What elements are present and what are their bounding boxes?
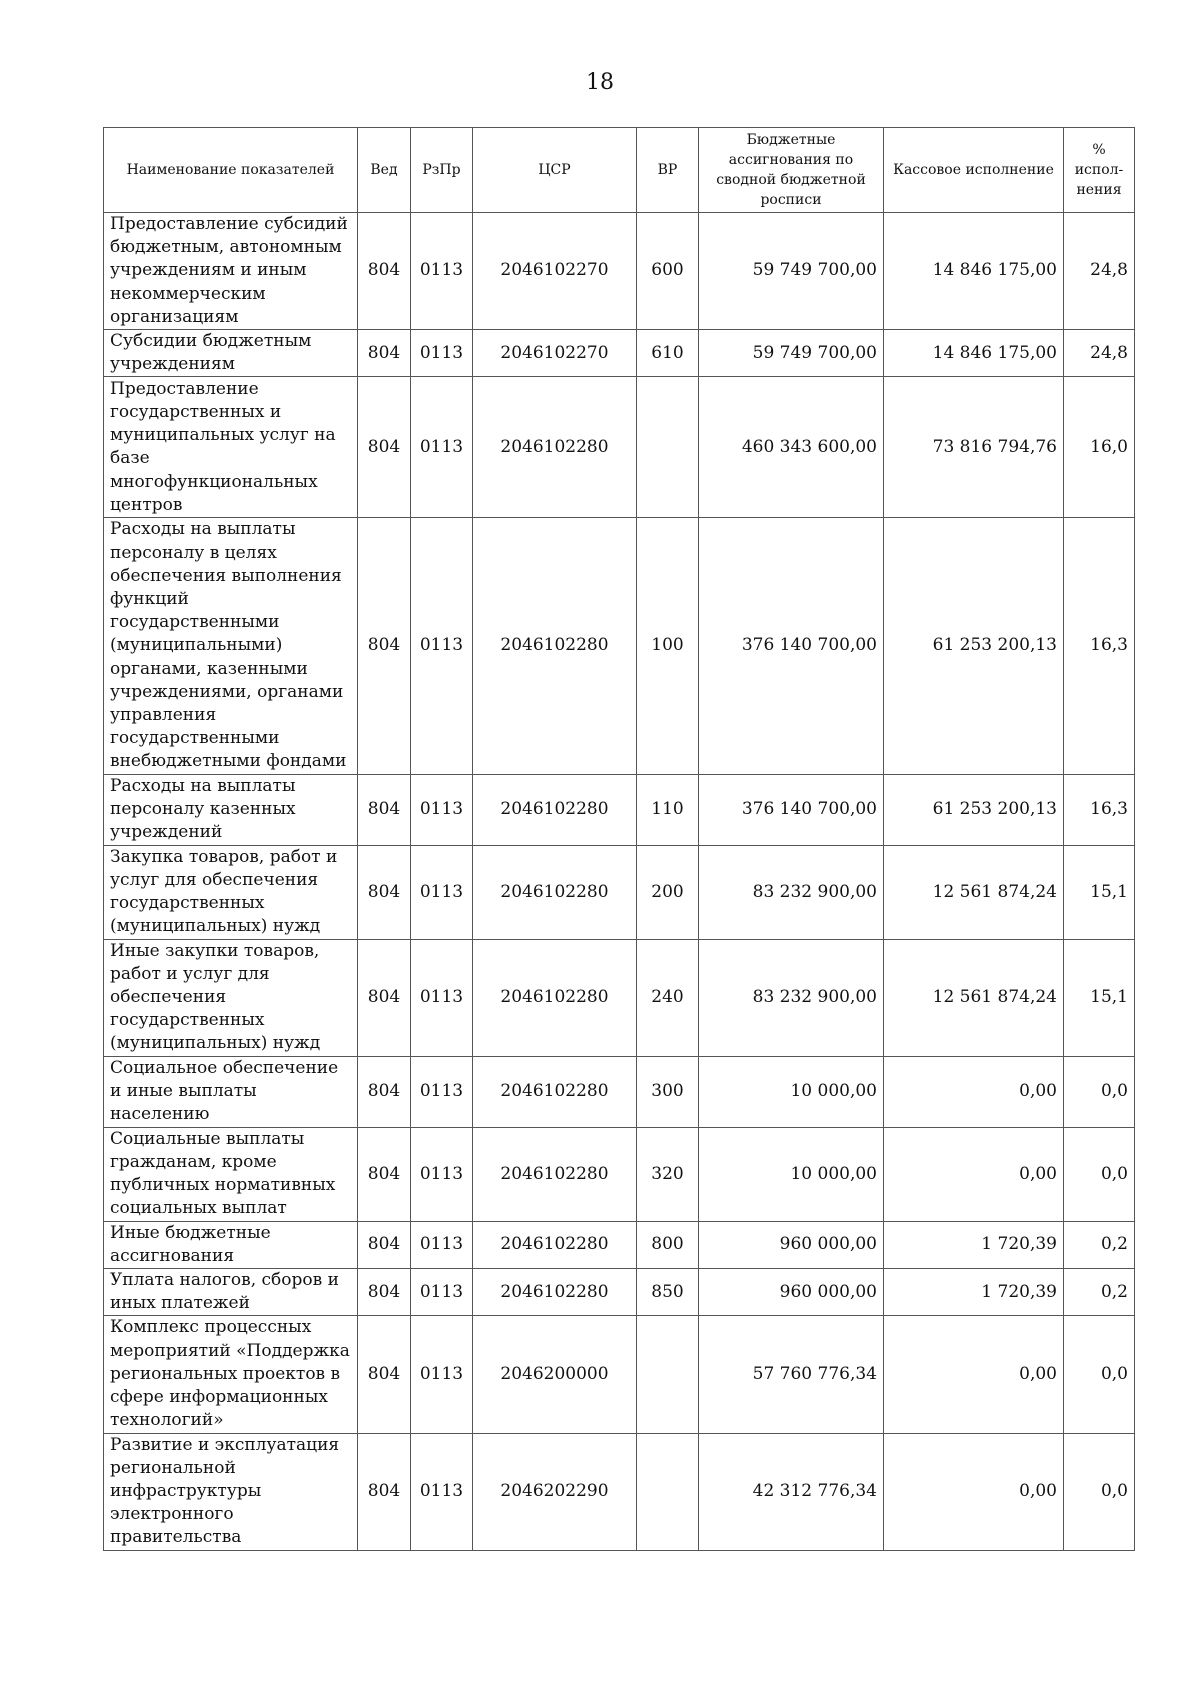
- row-name: Расходы на выплаты персоналу в целях обеспечения выполнения функций государственными (муниципальными) органами, казенными учреждениями, органами управления государственными внебюджетными фондами: [104, 518, 358, 774]
- row-csr: 2046102280: [473, 939, 637, 1056]
- row-name: Иные бюджетные ассигнования: [104, 1221, 358, 1268]
- row-percent: 24,8: [1064, 330, 1135, 377]
- row-assigned: 960 000,00: [699, 1221, 884, 1268]
- row-ved: 804: [358, 1221, 411, 1268]
- row-csr: 2046102280: [473, 1056, 637, 1127]
- row-ved: 804: [358, 1056, 411, 1127]
- row-csr: 2046102280: [473, 1127, 637, 1221]
- table-row: [104, 1127, 1135, 1221]
- row-cash: 0,00: [884, 1127, 1064, 1221]
- row-csr: 2046102270: [473, 330, 637, 377]
- row-cash: 14 846 175,00: [884, 213, 1064, 330]
- row-vr: 320: [637, 1127, 699, 1221]
- row-percent: 16,0: [1064, 377, 1135, 518]
- row-rzpr: 0113: [411, 845, 473, 939]
- row-ved: 804: [358, 330, 411, 377]
- row-ved: 804: [358, 1316, 411, 1433]
- row-assigned: 376 140 700,00: [699, 518, 884, 774]
- table-row: [104, 330, 1135, 377]
- row-assigned: 59 749 700,00: [699, 213, 884, 330]
- table-header-row: [104, 128, 1135, 213]
- row-name: Расходы на выплаты персоналу казенных учреждений: [104, 774, 358, 845]
- row-vr: [637, 377, 699, 518]
- row-assigned: 10 000,00: [699, 1127, 884, 1221]
- row-rzpr: 0113: [411, 330, 473, 377]
- row-percent: 0,0: [1064, 1433, 1135, 1550]
- row-cash: 0,00: [884, 1433, 1064, 1550]
- row-assigned: 10 000,00: [699, 1056, 884, 1127]
- row-csr: 2046102280: [473, 845, 637, 939]
- row-name: Развитие и эксплуатация региональной инфраструктуры электронного правительства: [104, 1433, 358, 1550]
- row-percent: 16,3: [1064, 774, 1135, 845]
- row-name: Иные закупки товаров, работ и услуг для обеспечения государственных (муниципальных) нужд: [104, 939, 358, 1056]
- table-row: [104, 518, 1135, 774]
- row-ved: 804: [358, 1127, 411, 1221]
- row-vr: 300: [637, 1056, 699, 1127]
- row-ved: 804: [358, 1269, 411, 1316]
- page-number: 18: [586, 70, 614, 95]
- table-row: [104, 845, 1135, 939]
- row-cash: 1 720,39: [884, 1269, 1064, 1316]
- row-name: Социальные выплаты гражданам, кроме публичных нормативных социальных выплат: [104, 1127, 358, 1221]
- row-rzpr: 0113: [411, 939, 473, 1056]
- row-rzpr: 0113: [411, 518, 473, 774]
- row-cash: 0,00: [884, 1056, 1064, 1127]
- table-row: [104, 1316, 1135, 1433]
- row-assigned: 83 232 900,00: [699, 939, 884, 1056]
- row-ved: 804: [358, 939, 411, 1056]
- row-assigned: 376 140 700,00: [699, 774, 884, 845]
- header-cash: Кассовое исполнение: [884, 128, 1064, 213]
- row-vr: 610: [637, 330, 699, 377]
- row-csr: 2046102280: [473, 518, 637, 774]
- row-rzpr: 0113: [411, 1269, 473, 1316]
- row-rzpr: 0113: [411, 1433, 473, 1550]
- row-csr: 2046202290: [473, 1433, 637, 1550]
- row-ved: 804: [358, 845, 411, 939]
- row-name: Предоставление государственных и муниципальных услуг на базе многофункциональных центров: [104, 377, 358, 518]
- row-rzpr: 0113: [411, 377, 473, 518]
- row-vr: 110: [637, 774, 699, 845]
- row-percent: 0,0: [1064, 1056, 1135, 1127]
- row-ved: 804: [358, 518, 411, 774]
- row-cash: 12 561 874,24: [884, 845, 1064, 939]
- table-row: [104, 377, 1135, 518]
- row-vr: 100: [637, 518, 699, 774]
- row-name: Уплата налогов, сборов и иных платежей: [104, 1269, 358, 1316]
- row-csr: 2046102280: [473, 774, 637, 845]
- table-row: [104, 1433, 1135, 1550]
- row-vr: 240: [637, 939, 699, 1056]
- row-csr: 2046102270: [473, 213, 637, 330]
- row-cash: 12 561 874,24: [884, 939, 1064, 1056]
- row-rzpr: 0113: [411, 1127, 473, 1221]
- row-percent: 24,8: [1064, 213, 1135, 330]
- row-name: Предоставление субсидий бюджетным, автономным учреждениям и иным некоммерческим организациям: [104, 213, 358, 330]
- row-vr: 600: [637, 213, 699, 330]
- row-assigned: 460 343 600,00: [699, 377, 884, 518]
- row-assigned: 57 760 776,34: [699, 1316, 884, 1433]
- row-vr: 850: [637, 1269, 699, 1316]
- row-assigned: 960 000,00: [699, 1269, 884, 1316]
- row-vr: 800: [637, 1221, 699, 1268]
- header-ved: Вед: [358, 128, 411, 213]
- row-percent: 15,1: [1064, 939, 1135, 1056]
- row-cash: 1 720,39: [884, 1221, 1064, 1268]
- row-ved: 804: [358, 1433, 411, 1550]
- row-percent: 16,3: [1064, 518, 1135, 774]
- row-cash: 61 253 200,13: [884, 774, 1064, 845]
- row-name: Социальное обеспечение и иные выплаты населению: [104, 1056, 358, 1127]
- row-cash: 14 846 175,00: [884, 330, 1064, 377]
- header-vr: ВР: [637, 128, 699, 213]
- row-percent: 0,0: [1064, 1127, 1135, 1221]
- row-assigned: 83 232 900,00: [699, 845, 884, 939]
- header-csr: ЦСР: [473, 128, 637, 213]
- row-ved: 804: [358, 774, 411, 845]
- row-rzpr: 0113: [411, 774, 473, 845]
- row-rzpr: 0113: [411, 1316, 473, 1433]
- table-row: [104, 1221, 1135, 1268]
- header-assigned: Бюджетные ассигнования по сводной бюджетной росписи: [699, 128, 884, 213]
- row-vr: 200: [637, 845, 699, 939]
- row-percent: 0,2: [1064, 1221, 1135, 1268]
- row-csr: 2046102280: [473, 1221, 637, 1268]
- row-assigned: 42 312 776,34: [699, 1433, 884, 1550]
- row-vr: [637, 1433, 699, 1550]
- row-name: Субсидии бюджетным учреждениям: [104, 330, 358, 377]
- table-row: [104, 939, 1135, 1056]
- row-csr: 2046102280: [473, 1269, 637, 1316]
- row-cash: 73 816 794,76: [884, 377, 1064, 518]
- row-rzpr: 0113: [411, 1221, 473, 1268]
- header-name: Наименование показателей: [104, 128, 358, 213]
- header-rzpr: РзПр: [411, 128, 473, 213]
- table-row: [104, 1056, 1135, 1127]
- row-ved: 804: [358, 213, 411, 330]
- row-rzpr: 0113: [411, 1056, 473, 1127]
- budget-execution-table: [103, 127, 1135, 1551]
- row-rzpr: 0113: [411, 213, 473, 330]
- row-cash: 0,00: [884, 1316, 1064, 1433]
- row-percent: 0,2: [1064, 1269, 1135, 1316]
- row-assigned: 59 749 700,00: [699, 330, 884, 377]
- row-vr: [637, 1316, 699, 1433]
- row-name: Закупка товаров, работ и услуг для обеспечения государственных (муниципальных) нужд: [104, 845, 358, 939]
- row-csr: 2046200000: [473, 1316, 637, 1433]
- table-row: [104, 774, 1135, 845]
- table-row: [104, 1269, 1135, 1316]
- row-percent: 0,0: [1064, 1316, 1135, 1433]
- table-row: [104, 213, 1135, 330]
- row-ved: 804: [358, 377, 411, 518]
- row-name: Комплекс процессных мероприятий «Поддержка региональных проектов в сфере информационных технологий»: [104, 1316, 358, 1433]
- row-cash: 61 253 200,13: [884, 518, 1064, 774]
- row-percent: 15,1: [1064, 845, 1135, 939]
- header-percent: % испол-нения: [1064, 128, 1135, 213]
- row-csr: 2046102280: [473, 377, 637, 518]
